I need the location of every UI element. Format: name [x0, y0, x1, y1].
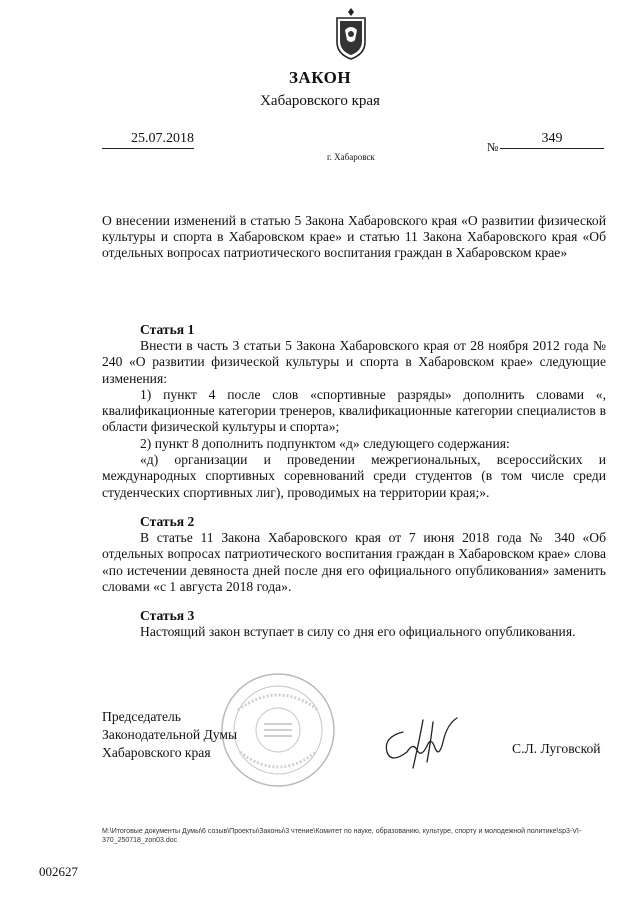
- document-number: 349: [500, 131, 604, 149]
- signatory-line: Председатель: [102, 709, 181, 724]
- signatory-line: Законодательной Думы: [102, 727, 238, 742]
- article-heading: Статья 2: [140, 514, 195, 529]
- article-1: [102, 322, 606, 501]
- law-preamble: О внесении изменений в статью 5 Закона Хабаровского края «О развитии физической культуры и спорта в Хабаровском крае» и статью 11 Закона Хабаровского края «Об отдельных вопросах патриотического воспитания граждан в Хабаровском крае»: [102, 213, 606, 260]
- file-path-footer: М:\Итоговые документы Думы\6 созыв\Проекты\Законы\3 чтение\Комитет по науке, образованию, культуре, спорту и молодежной политике\sp3-VI-370_250718_zon03.doc: [102, 828, 582, 844]
- document-subtitle: Хабаровского края: [260, 93, 380, 109]
- article-heading: Статья 3: [140, 608, 195, 623]
- signer-name: С.Л. Луговской: [512, 741, 601, 756]
- article-paragraph: 2) пункт 8 дополнить подпунктом «д» следующего содержания:: [140, 435, 510, 451]
- article-paragraph: В статье 11 Закона Хабаровского края от 7 июня 2018 года № 340 «Об отдельных вопросах патриотического воспитания граждан в Хабаровском крае» слова «по истечении девяноста дней после дня его официального опубликования» заменить словами «с 1 августа 2018 года».: [102, 530, 606, 594]
- article-paragraph: 1) пункт 4 после слов «спортивные разряды» дополнить словами «, квалификационные категории тренеров, квалификационные категории специалистов в области физической культуры и спорта»;: [102, 386, 606, 435]
- coat-of-arms-emblem: [331, 6, 371, 62]
- handwritten-signature: [373, 712, 468, 772]
- article-paragraph: Внести в часть 3 статьи 5 Закона Хабаровского края от 28 ноября 2012 года № 240 «О развитии физической культуры и спорта в Хабаровском крае» следующие изменения:: [102, 338, 606, 386]
- article-heading: Статья 1: [140, 322, 195, 337]
- document-title: ЗАКОН: [288, 68, 352, 87]
- signatory-title: [102, 708, 237, 762]
- article-3: [102, 608, 606, 640]
- article-paragraph: «д) организации и проведении межрегиональных, всероссийских и международных спортивных соревнований среди студентов (в том числе среди студенческих спортивных лиг), проводимых на территории края;».: [102, 452, 606, 500]
- document-serial-number: 002627: [39, 864, 78, 879]
- article-2: [102, 514, 606, 595]
- article-paragraph: Настоящий закон вступает в силу со дня его официального опубликования.: [140, 624, 576, 639]
- document-date: 25.07.2018: [102, 131, 194, 149]
- city-label: г. Хабаровск: [327, 152, 375, 162]
- signatory-line: Хабаровского края: [102, 745, 211, 760]
- number-label: №: [487, 140, 499, 154]
